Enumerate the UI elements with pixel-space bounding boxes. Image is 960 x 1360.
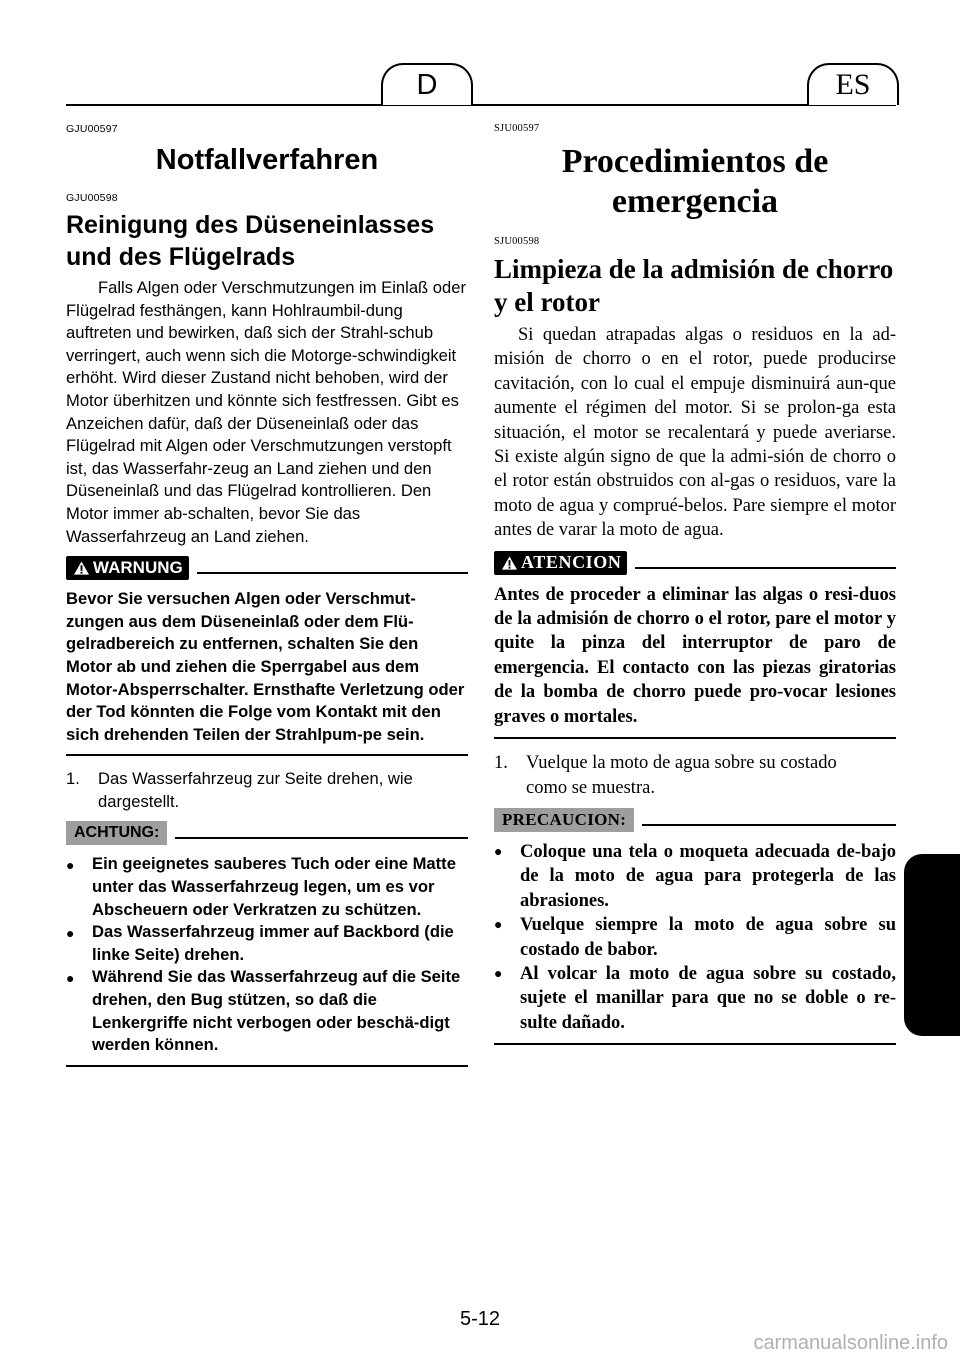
subsection-code: SJU00598 [494,236,540,247]
step-1 [66,768,468,813]
caution-list [494,840,896,1035]
warning-triangle-icon [74,561,89,575]
warning-badge: ATENCION [494,551,627,575]
bullet-icon: ● [66,925,75,942]
step-1 [494,751,896,800]
caution-badge: ACHTUNG: [66,821,167,845]
step-text: Vuelque la moto de agua sobre su costado como se muestra. [526,753,837,798]
bullet-icon: ● [494,844,503,860]
subsection-heading: Reinigung des Düseneinlasses und des Flügelrads [66,211,435,271]
step-number: 1. [494,753,508,774]
german-column [66,122,468,1067]
warning-header [494,551,896,575]
spanish-column [494,122,896,1045]
caution-rule [175,837,468,839]
watermark: carmanualsonline.info [753,1332,948,1354]
warning-header [66,556,468,580]
body-paragraph: Falls Algen oder Verschmutzungen im Einlaß oder Flügelrad festhängen, kann Hohlraumbil-dung auftreten und bewirken, daß sich der Strahl-schub verringert, auch wenn sich die Motorge-schwindigkeit erhöht. Wird dieser Zustand nicht behoben, wird der Motor überhitzen und könnte sich festfressen. Gibt es Anzeichen dafür, daß der Düseneinlaß oder das Flügelrad mit Algen oder Verschmutzungen verstopft ist, das Wasserfahr-zeug an Land ziehen und den Düseneinlaß und das Flügelrad kontrollieren. Den Motor immer ab-schalten, bevor Sie das Wasserfahrzeug an Land ziehen. [66,278,467,546]
list-item: ● Ein geeignetes sauberes Tuch oder eine Matte unter das Wasserfahrzeug legen, um es vor Abscheuern oder Verkratzen zu schützen. [66,853,468,921]
section-title: Notfallverfahren [155,144,379,176]
caution-rule [642,824,896,826]
step-number: 1. [66,769,80,789]
language-tab-de: D [381,63,473,105]
caution-end-rule [494,1043,896,1045]
caution-header [494,808,896,832]
list-item: ● Vuelque siempre la moto de agua sobre su costado de babor. [494,913,896,962]
caution-badge: PRECAUCION: [494,808,634,832]
list-item: ● Coloque una tela o moqueta adecuada de-bajo de la moto de agua para protegerla de las abrasiones. [494,840,896,913]
step-text: Das Wasserfahrzeug zur Seite drehen, wie dargestellt. [98,769,413,811]
body-paragraph: Si quedan atrapadas algas o residuos en la ad-misión de chorro o en el rotor, puede producirse cavitación, con lo cual el empuje disminuirá aun-que aumente el régimen del motor. Si se prolon-ga esta situación, el motor se recalentará y puede averiarse. Si existe algún signo de que la admi-sión de chorro o el rotor están obstruidos con al-gas o residuos, vare la moto de agua y comprué-belos. Pare siempre el motor antes de varar la moto de agua. [494,325,896,541]
section-code: GJU00597 [66,123,118,135]
warning-end-rule [66,754,468,756]
bullet-icon: ● [66,970,75,987]
bullet-icon: ● [494,966,503,982]
language-tab-es: ES [807,63,899,105]
chapter-side-tab [904,854,960,1036]
warning-badge: WARNUNG [66,556,189,580]
warning-text: Bevor Sie versuchen Algen oder Verschmut-zungen aus dem Düseneinlaß oder dem Flü-gelradbereich zu entfernen, schalten Sie den Motor ab und ziehen die Sperrgabel aus dem Motor-Absperrschalter. Ernsthafte Verletzung oder der Tod könnten die Folge vom Kontakt mit den sich drehenden Teilen der Strahlpum-pe sein. [66,589,465,744]
bullet-icon: ● [66,857,75,874]
page-number: 5-12 [459,1308,501,1330]
warning-text: Antes de proceder a eliminar las algas o resi-duos de la admisión de chorro o el rotor, pare el motor y quite la pinza del interruptor de paro de emergencia. El contacto con las piezas giratorias de la bomba de chorro puede pro-vocar lesiones graves o mortales. [494,584,896,727]
warning-triangle-icon [502,556,517,570]
section-title: Procedimientos de emergencia [561,143,829,220]
bullet-icon: ● [494,918,503,934]
caution-header [66,821,468,845]
section-code: SJU00597 [494,123,540,134]
caution-list [66,853,468,1056]
list-item: ● Das Wasserfahrzeug immer auf Backbord (die linke Seite) drehen. [66,921,468,966]
header-rule [66,104,896,106]
caution-end-rule [66,1065,468,1067]
warning-rule [197,572,468,574]
warning-end-rule [494,737,896,739]
list-item: ● Al volcar la moto de agua sobre su costado, sujete el manillar para que no se doble o re-sulte dañado. [494,962,896,1035]
subsection-heading: Limpieza de la admisión de chorro y el rotor [494,254,894,317]
list-item: ● Während Sie das Wasserfahrzeug auf die Seite drehen, den Bug stützen, so daß die Lenkergriffe nicht verbogen oder beschä-digt werden können. [66,966,468,1056]
warning-rule [635,567,896,569]
subsection-code: GJU00598 [66,192,118,204]
